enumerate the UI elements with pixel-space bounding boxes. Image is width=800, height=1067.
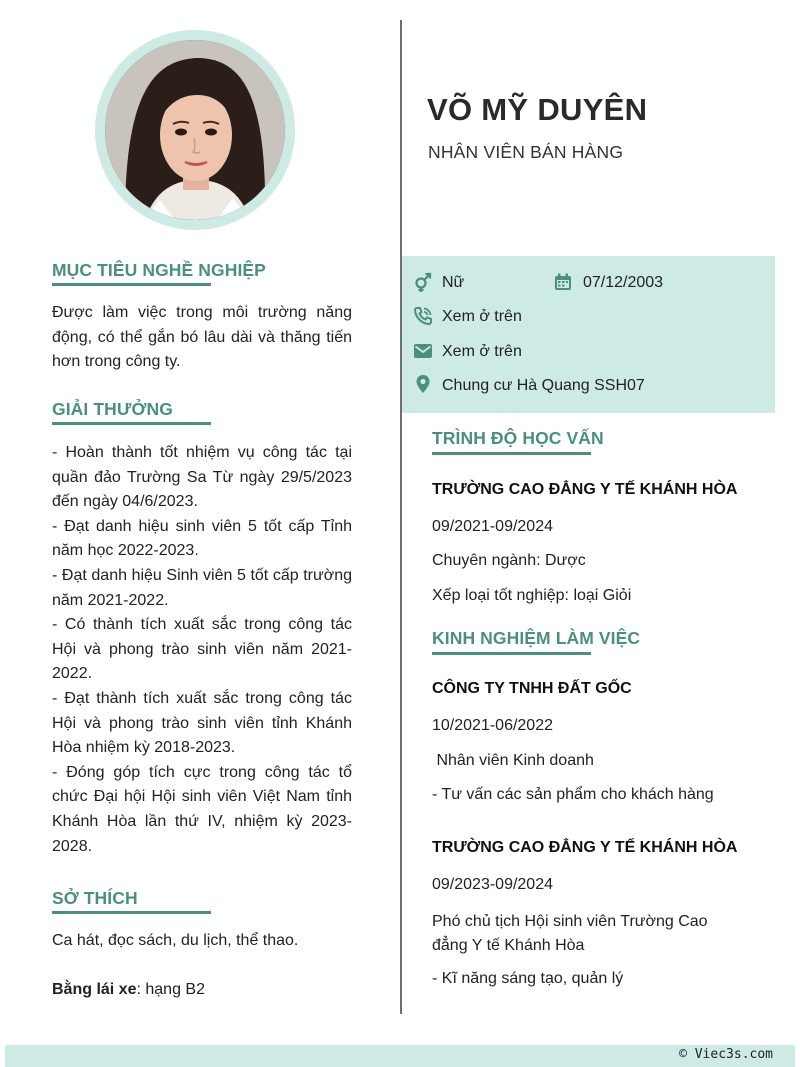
calendar-icon [553,272,573,292]
objective-paragraph: Được làm việc trong môi trường năng động, có thể gắn bó lâu dài và thăng tiến hơn trong công ty. [52,304,352,371]
experience-underline [432,652,591,655]
license-value: : hạng B2 [136,981,205,998]
job-role: Nhân viên Kinh doanh [432,752,594,769]
experience-heading: KINH NGHIỆM LÀM VIỆC [432,628,641,648]
job-detail: - Kĩ năng sáng tạo, quản lý [432,970,624,987]
job-period: 10/2021-06/2022 [432,717,553,734]
education-underline [432,452,591,455]
education-period: 09/2021-09/2024 [432,518,553,535]
email-value: Xem ở trên [442,343,522,360]
location-icon [413,374,433,394]
award-item: - Hoàn thành tốt nhiệm vụ công tác tại quần đảo Trường Sa Từ ngày 29/5/2023 đến ngày 04/6/2023. [52,444,352,511]
birthdate-value: 07/12/2003 [583,274,664,291]
job-role: Phó chủ tịch Hội sinh viên Trường Cao đẳng Y tế Khánh Hòa [432,913,708,954]
award-item: - Đạt thành tích xuất sắc trong công tác Hội và phong trào sinh viên tỉnh Khánh Hòa nhiệm kỳ 2018-2023. [52,689,352,757]
objective-heading: MỤC TIÊU NGHỀ NGHIỆP [52,260,266,280]
footer-bar [5,1045,795,1067]
job-company: CÔNG TY TNHH ĐẤT GỐC [432,680,632,697]
avatar [105,40,285,220]
award-item: - Có thành tích xuất sắc trong công tác Hội và phong trào sinh viên năm 2021-2022. [52,616,352,683]
job-position: NHÂN VIÊN BÁN HÀNG [428,142,624,162]
education-school: TRƯỜNG CAO ĐẲNG Y TẾ KHÁNH HÒA [432,481,738,498]
award-item: - Đạt danh hiệu sinh viên 5 tốt cấp Tỉnh năm học 2022-2023. [52,517,352,560]
column-divider [400,20,402,1014]
education-heading: TRÌNH ĐỘ HỌC VẤN [432,428,604,448]
awards-underline [52,422,211,425]
hobbies-heading: SỞ THÍCH [52,888,138,908]
job-company: TRƯỜNG CAO ĐẲNG Y TẾ KHÁNH HÒA [432,839,738,856]
gender-value: Nữ [442,274,465,291]
education-major: Chuyên ngành: Dược [432,552,586,569]
job-detail: - Tư vấn các sản phẩm cho khách hàng [432,786,714,803]
awards-list [52,441,352,859]
objective-underline [52,283,211,286]
hobbies-text: Ca hát, đọc sách, du lịch, thể thao. [52,932,299,949]
license-label: Bằng lái xe [52,981,137,998]
award-item: - Đóng góp tích cực trong công tác tổ chức Đại hội Hội sinh viên Việt Nam tỉnh Khánh Hòa lần thứ IV, nhiệm kỳ 2023-2028. [52,763,352,855]
phone-icon [413,306,433,326]
awards-heading: GIẢI THƯỞNG [52,399,173,419]
footer-copyright[interactable]: © Viec3s.com [679,1047,773,1062]
address-value: Chung cư Hà Quang SSH07 [442,377,645,394]
objective-text [52,301,352,375]
education-grade: Xếp loại tốt nghiệp: loại Giỏi [432,587,632,604]
portrait-illustration [105,40,285,220]
candidate-name: VÕ MỸ DUYÊN [427,92,648,127]
driving-license [52,978,352,1003]
job-period: 09/2023-09/2024 [432,876,553,893]
award-item: - Đạt danh hiệu Sinh viên 5 tốt cấp trường năm 2021-2022. [52,566,352,609]
hobbies-underline [52,911,211,914]
email-icon [413,341,433,361]
gender-icon [413,272,433,292]
phone-value: Xem ở trên [442,308,522,325]
